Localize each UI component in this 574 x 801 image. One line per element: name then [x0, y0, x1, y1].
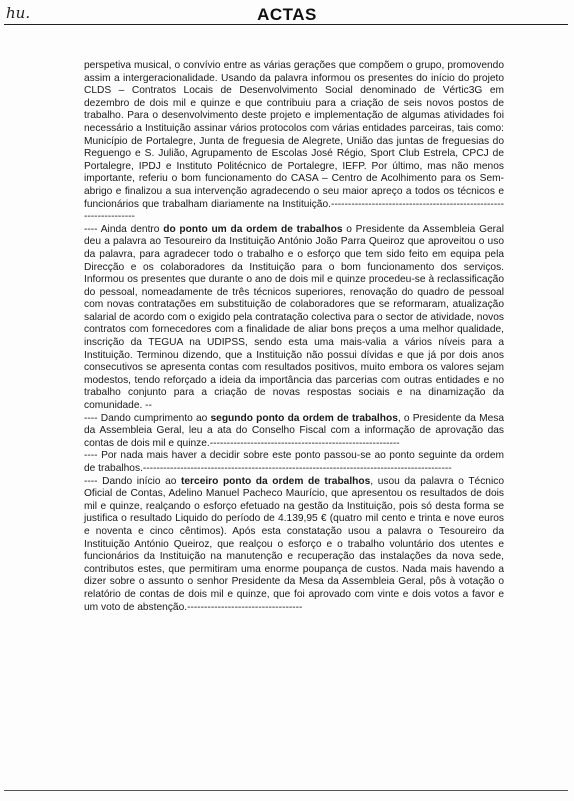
paragraph-text: ---- Por nada mais haver a decidir sobre este ponto passou-se ao ponto seguinte da ordem de trabalhos.-------------------------------------------------------------------------------------------	[84, 450, 504, 474]
paragraph	[84, 413, 504, 451]
footer-divider	[4, 790, 568, 791]
agenda-item-reference: do ponto um da ordem de trabalhos	[163, 223, 343, 235]
paragraph	[84, 450, 504, 475]
paragraph-text: , usou da palavra o Técnico Oficial de Contas, Adelino Manuel Pacheco Maurício, que apresentou os resultados de dois mil e quinze, realçando o esforço efetuado na gestão da Instituição, pois só desta forma se justifica o resultado Liquido do período de 4.139,95 € (quatro mil cento e trinta e nove euros e noventa e cinco cêntimos). Após esta constatação usou a palavra o Tesoureiro da Instituição António Queiroz, que realçou o esforço e o trabalho voluntário dos utentes e funcionários da Instituição na manutenção e recuperação das instalações da nova sede, contributos estes, que permitiram uma enorme poupança de custos. Nada mais havendo a dizer sobre o assunto o senhor Presidente da Mesa da Assembleia Geral, pôs à votação o relatório de contas de dois mil e quinze, que foi aprovado com vinte e dois votos a favor e um voto de abstenção.----------------------------------	[84, 475, 504, 613]
paragraph-text: perspetiva musical, o convívio entre as várias gerações que compõem o grupo, promovendo assim a intergeracionalidade. Usando da palavra informou os presentes do início do projeto CLDS – Contratos Locais de Desenvolvimento Social denominado de Vértic3G em dezembro de dois mil e quinze e que contribuiu para a criação de seis novos postos de trabalho. Para o desenvolvimento deste projeto e implementação de algumas atividades foi necessário a Instituição assinar vários protocolos com várias entidades parceiras, tais como: Município de Portalegre, Junta de freguesia de Alegrete, União das juntas de freguesias do Reguengo e S. Julião, Agrupamento de Escolas José Régio, Sport Club Estrela, CPCJ de Portalegre, IPDJ e Instituto Politécnico de Portalegre, IEFP. Por último, mas não menos importante, referiu o bom funcionamento do CASA – Centro de Acolhimento para os Sem-abrigo e finalizou a sua intervenção agradecendo o seu maior apreço a todos os técnicos e funcionários que trabalham diariamente na Instituição.------------------------------------------------------------------	[84, 60, 504, 223]
header-divider	[4, 24, 568, 25]
paragraph-text: ---- Dando início ao	[84, 475, 181, 487]
paragraph-text: o Presidente da Assembleia Geral deu a palavra ao Tesoureiro da Instituição António João Parra Queiroz que aproveitou o uso da palavra, para agradecer todo o trabalho e o esforço que tem sido feito em equipa pela Direcção e os colaboradores da Instituição para o bom funcionamento dos serviços. Informou os presentes que durante o ano de dois mil e quinze procedeu-se à reclassificação do pessoal, nomeadamente de três técnicos superiores, renovação do quadro de pessoal com novas contratações em substituição de colaboradores que se reformaram, atualização salarial de acordo com o exigido pela contratação colectiva para o sector de atividade, novos contratos com fornecedores com a finalidade de aliar bons preços a uma melhor qualidade, inscrição da TEGUA na UDIPSS, sendo esta uma mais-valia a vários níveis para a Instituição. Terminou dizendo, que a Instituição não possui dívidas e que já por dois anos consecutivos se apresenta contas com resultados positivos, muito embora os valores sejam modestos, tendo reforçado a ideia da importância das parcerias com outras entidades e no trabalho conjunto para a criação de novas respostas sociais e na dinamização da comunidade. --	[84, 223, 504, 412]
paragraph-text: ---- Ainda dentro	[84, 223, 164, 235]
paragraph	[84, 224, 504, 413]
paragraph-text: ---- Dando cumprimento ao	[84, 412, 211, 424]
paragraph	[84, 476, 504, 615]
handwritten-initials: hu.	[6, 4, 31, 22]
minutes-body	[84, 60, 504, 614]
agenda-item-reference: terceiro ponto da ordem de trabalhos	[181, 475, 371, 487]
paragraph	[84, 60, 504, 224]
agenda-item-reference: segundo ponto da ordem de trabalhos	[210, 412, 398, 424]
page-title: ACTAS	[257, 5, 317, 24]
paragraph-text: , o Presidente da Mesa da Assembleia Geral, leu a ata do Conselho Fiscal com a informação de aprovação das contas de dois mil e quinze.--------------------------------------------------------	[84, 412, 504, 449]
